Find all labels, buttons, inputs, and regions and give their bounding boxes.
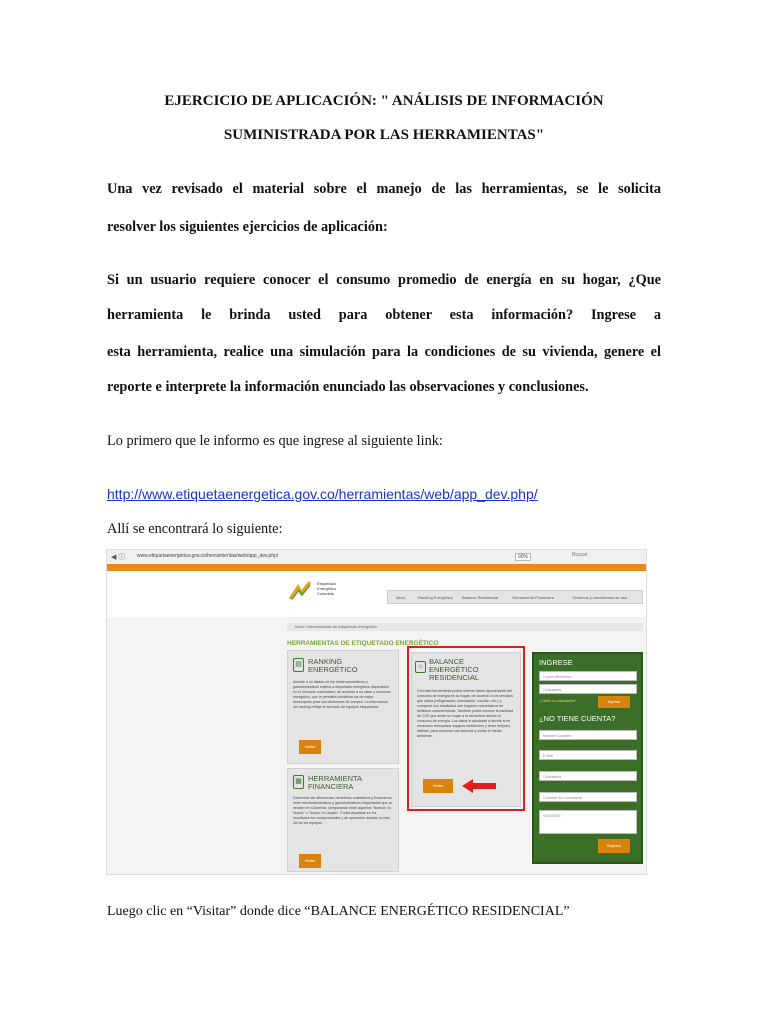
logo-text: Etiquetado Energético Colombia: [317, 581, 337, 596]
menu-item-terminos[interactable]: Términos y condiciones de uso: [572, 595, 628, 600]
browser-toolbar: [107, 550, 646, 565]
para-1-line-2: resolver los siguientes ejercicios de aplicación:: [107, 219, 388, 235]
para-1-line-1: Una vez revisado el material sobre el manejo de las herramientas, se le solicita: [107, 181, 661, 197]
register-name-input[interactable]: Nombre Completo: [539, 730, 637, 740]
calculator-icon: ▤: [293, 658, 304, 672]
etiqueta-link[interactable]: http://www.etiquetaenergetica.gov.co/herramientas/web/app_dev.php/: [107, 486, 538, 502]
para-3: Lo primero que le informo es que ingrese al siguiente link:: [107, 433, 443, 449]
financiera-description: Determine las diferencias, beneficios cualitativos y financieros entre electrodomésticos y gasodomésticos etiquetados que se venden en Colombia, comparando entre aquellos "Nuevos Vs Nuevo" o "Nuevo Vs Usado". Podrá visualizar en los resultados los costos iniciales y de operación durante la vida útil de los equipos.: [293, 796, 393, 825]
forgot-password-link[interactable]: ¿Olvidó su contraseña?: [539, 699, 576, 703]
browser-search: Buscar: [572, 552, 588, 558]
financiera-title-1: HERRAMIENTA: [308, 774, 363, 783]
financiera-title-2: FINANCIERA: [308, 782, 354, 791]
register-button[interactable]: Registrar: [598, 839, 630, 853]
register-heading: ¿NO TIENE CUENTA?: [539, 714, 616, 723]
financiera-visit-button[interactable]: Visitar: [299, 854, 321, 868]
house-icon: ⌂: [415, 661, 426, 673]
finance-calculator-icon: ▦: [293, 775, 304, 789]
balance-title-3: RESIDENCIAL: [429, 673, 480, 682]
balance-description: Con esta herramienta podrá obtener datos aproximados del consumo de energía en su hogar, de acuerdo a los servicios que utiliza (refrigeración, iluminación, cocción, etc.) y comparar sus resultados con hogares colombianos de similares características. También podrá conocer la cantidad de CO2 que emite su hogar a la atmósfera debido al consumo de energía. Los datos le ayudarán a decidir si es necesario reemplazar equipos ineficientes y tener mejores hábitos, para aminorar sus facturas y cuidar el medio ambiente.: [417, 689, 514, 738]
ranking-title-2: ENERGÉTICO: [308, 665, 358, 674]
etiqueta-logo-icon: [289, 581, 311, 601]
login-panel: [532, 652, 643, 864]
para-2-line-4: reporte e interprete la información enunciado las observaciones y conclusiones.: [107, 379, 589, 395]
doc-title-line-1: EJERCICIO DE APLICACIÓN: " ANÁLISIS DE INFORMACIÓN: [164, 93, 604, 109]
section-title: HERRAMIENTAS DE ETIQUETADO ENERGÉTICO: [287, 640, 439, 647]
menu-item-ranking[interactable]: Ranking Energético: [418, 595, 453, 600]
register-email-input[interactable]: E-Mail: [539, 750, 637, 760]
user-type-select[interactable]: VISITANTE: [539, 810, 637, 834]
para-5: Luego clic en “Visitar” donde dice “BALANCE ENERGÉTICO RESIDENCIAL”: [107, 904, 570, 919]
login-email-input[interactable]: Correo electrónico: [539, 671, 637, 681]
site-menu: [387, 590, 643, 604]
balance-title-1: BALANCE: [429, 657, 465, 666]
register-confirm-input[interactable]: Confirme Su Contraseña: [539, 792, 637, 802]
balance-title-2: ENERGÉTICO: [429, 665, 479, 674]
menu-item-inicio[interactable]: Inicio: [396, 595, 406, 600]
para-4: Allí se encontrará lo siguiente:: [107, 521, 283, 537]
breadcrumb: Inicio / Herramientas de etiquetado energético: [295, 624, 377, 629]
para-2-line-3: esta herramienta, realice una simulación para la condiciones de su vivienda, genere el: [107, 344, 661, 360]
website-screenshot: [106, 549, 647, 875]
login-button[interactable]: Ingresar: [598, 696, 630, 708]
login-password-input[interactable]: Contraseña: [539, 684, 637, 694]
red-arrow-icon: [462, 779, 496, 793]
ranking-description: Accede a un listado de los electrodomésticos y gasodomésticos sujetos a etiquetado energético disponibles en el mercado colombiano, de acuerdo a su clase y consumo energético, que le permitirá identificar los de mejor desempeño para sus decisiones de compra. La información del ranking refleja el mercado de equipos etiquetados.: [293, 680, 391, 709]
register-password-input[interactable]: Contraseña: [539, 771, 637, 781]
menu-item-balance[interactable]: Balance Residencial: [462, 595, 499, 600]
login-heading: INGRESE: [539, 658, 573, 667]
ranking-title-1: RANKING: [308, 657, 343, 666]
address-bar: www.etiquetaenergetica.gov.co/herramientas/web/app_dev.php/: [137, 553, 279, 559]
ranking-visit-button[interactable]: Visitar: [299, 740, 321, 754]
back-icon: ◀ ⓘ: [111, 554, 126, 561]
para-2-line-2: herramienta le brinda usted para obtener esta información? Ingrese a: [107, 307, 661, 323]
site-top-bar: [107, 564, 646, 571]
menu-item-financiera[interactable]: Herramienta Financiera: [512, 595, 554, 600]
para-2-line-1: Si un usuario requiere conocer el consumo promedio de energía en su hogar, ¿Que: [107, 272, 661, 288]
doc-title-line-2: SUMINISTRADA POR LAS HERRAMIENTAS": [223, 127, 545, 143]
zoom-level: 90%: [515, 553, 531, 561]
balance-visit-button[interactable]: Visitar: [423, 779, 453, 793]
